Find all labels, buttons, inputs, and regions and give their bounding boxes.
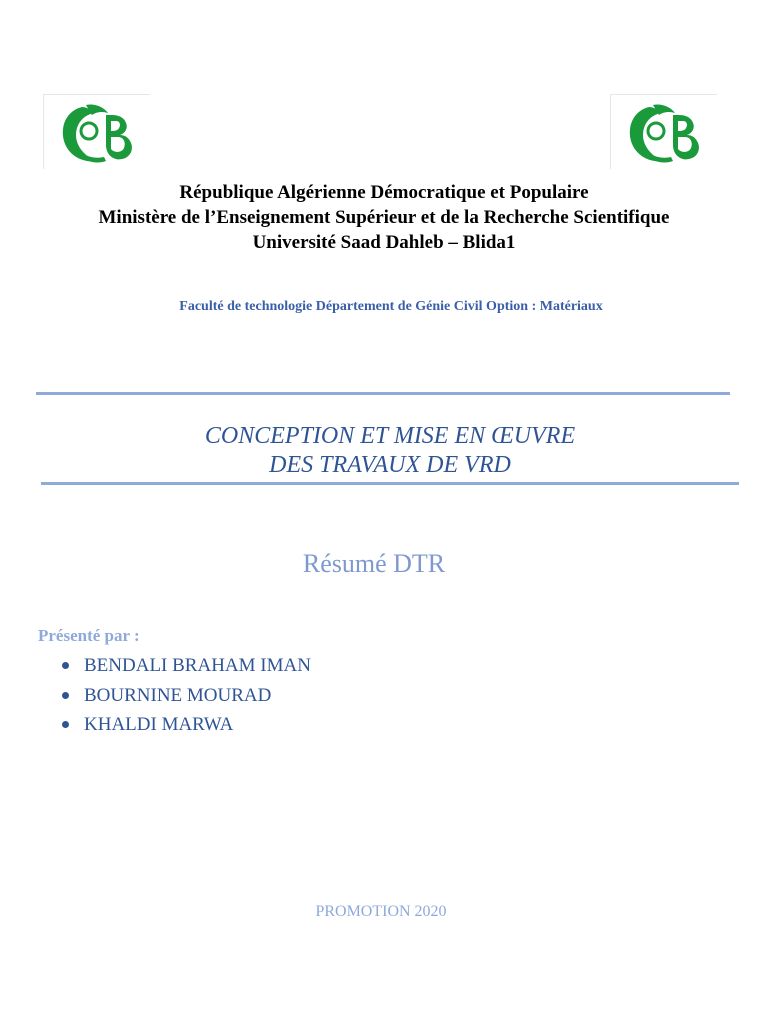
header-republic: République Algérienne Démocratique et Populaire [179, 182, 589, 203]
document-subtitle: Résumé DTR [302, 549, 446, 578]
title-line-1: CONCEPTION ET MISE EN ŒUVRE [204, 423, 576, 449]
faculty-line: Faculté de technologie Département de Génie Civil Option : Matériaux [179, 299, 603, 314]
author-list [60, 653, 311, 742]
header-university: Université Saad Dahleb – Blida1 [252, 232, 516, 253]
list-item [60, 653, 311, 683]
title-rule-bottom [41, 482, 739, 485]
university-logo-icon [56, 101, 138, 167]
institution-header [0, 180, 768, 255]
university-logo-icon [623, 101, 705, 167]
presented-by-label: Présenté par : [38, 626, 140, 645]
list-item [60, 683, 311, 713]
bullet-icon [62, 662, 69, 669]
title-line-2: DES TRAVAUX DE VRD [269, 452, 511, 478]
document-title [0, 422, 768, 480]
author-name: BENDALI BRAHAM IMAN [84, 655, 311, 676]
university-logo-left [43, 94, 150, 169]
author-name: KHALDI MARWA [84, 714, 234, 735]
author-name: BOURNINE MOURAD [84, 684, 272, 706]
bullet-icon [62, 692, 69, 699]
promotion-year: PROMOTION 2020 [315, 903, 447, 920]
list-item [60, 712, 311, 742]
header-ministry: Ministère de l’Enseignement Supérieur et de la Recherche Scientifique [98, 207, 670, 228]
bullet-icon [62, 721, 69, 728]
title-rule-top [36, 392, 730, 395]
university-logo-right [610, 94, 717, 169]
